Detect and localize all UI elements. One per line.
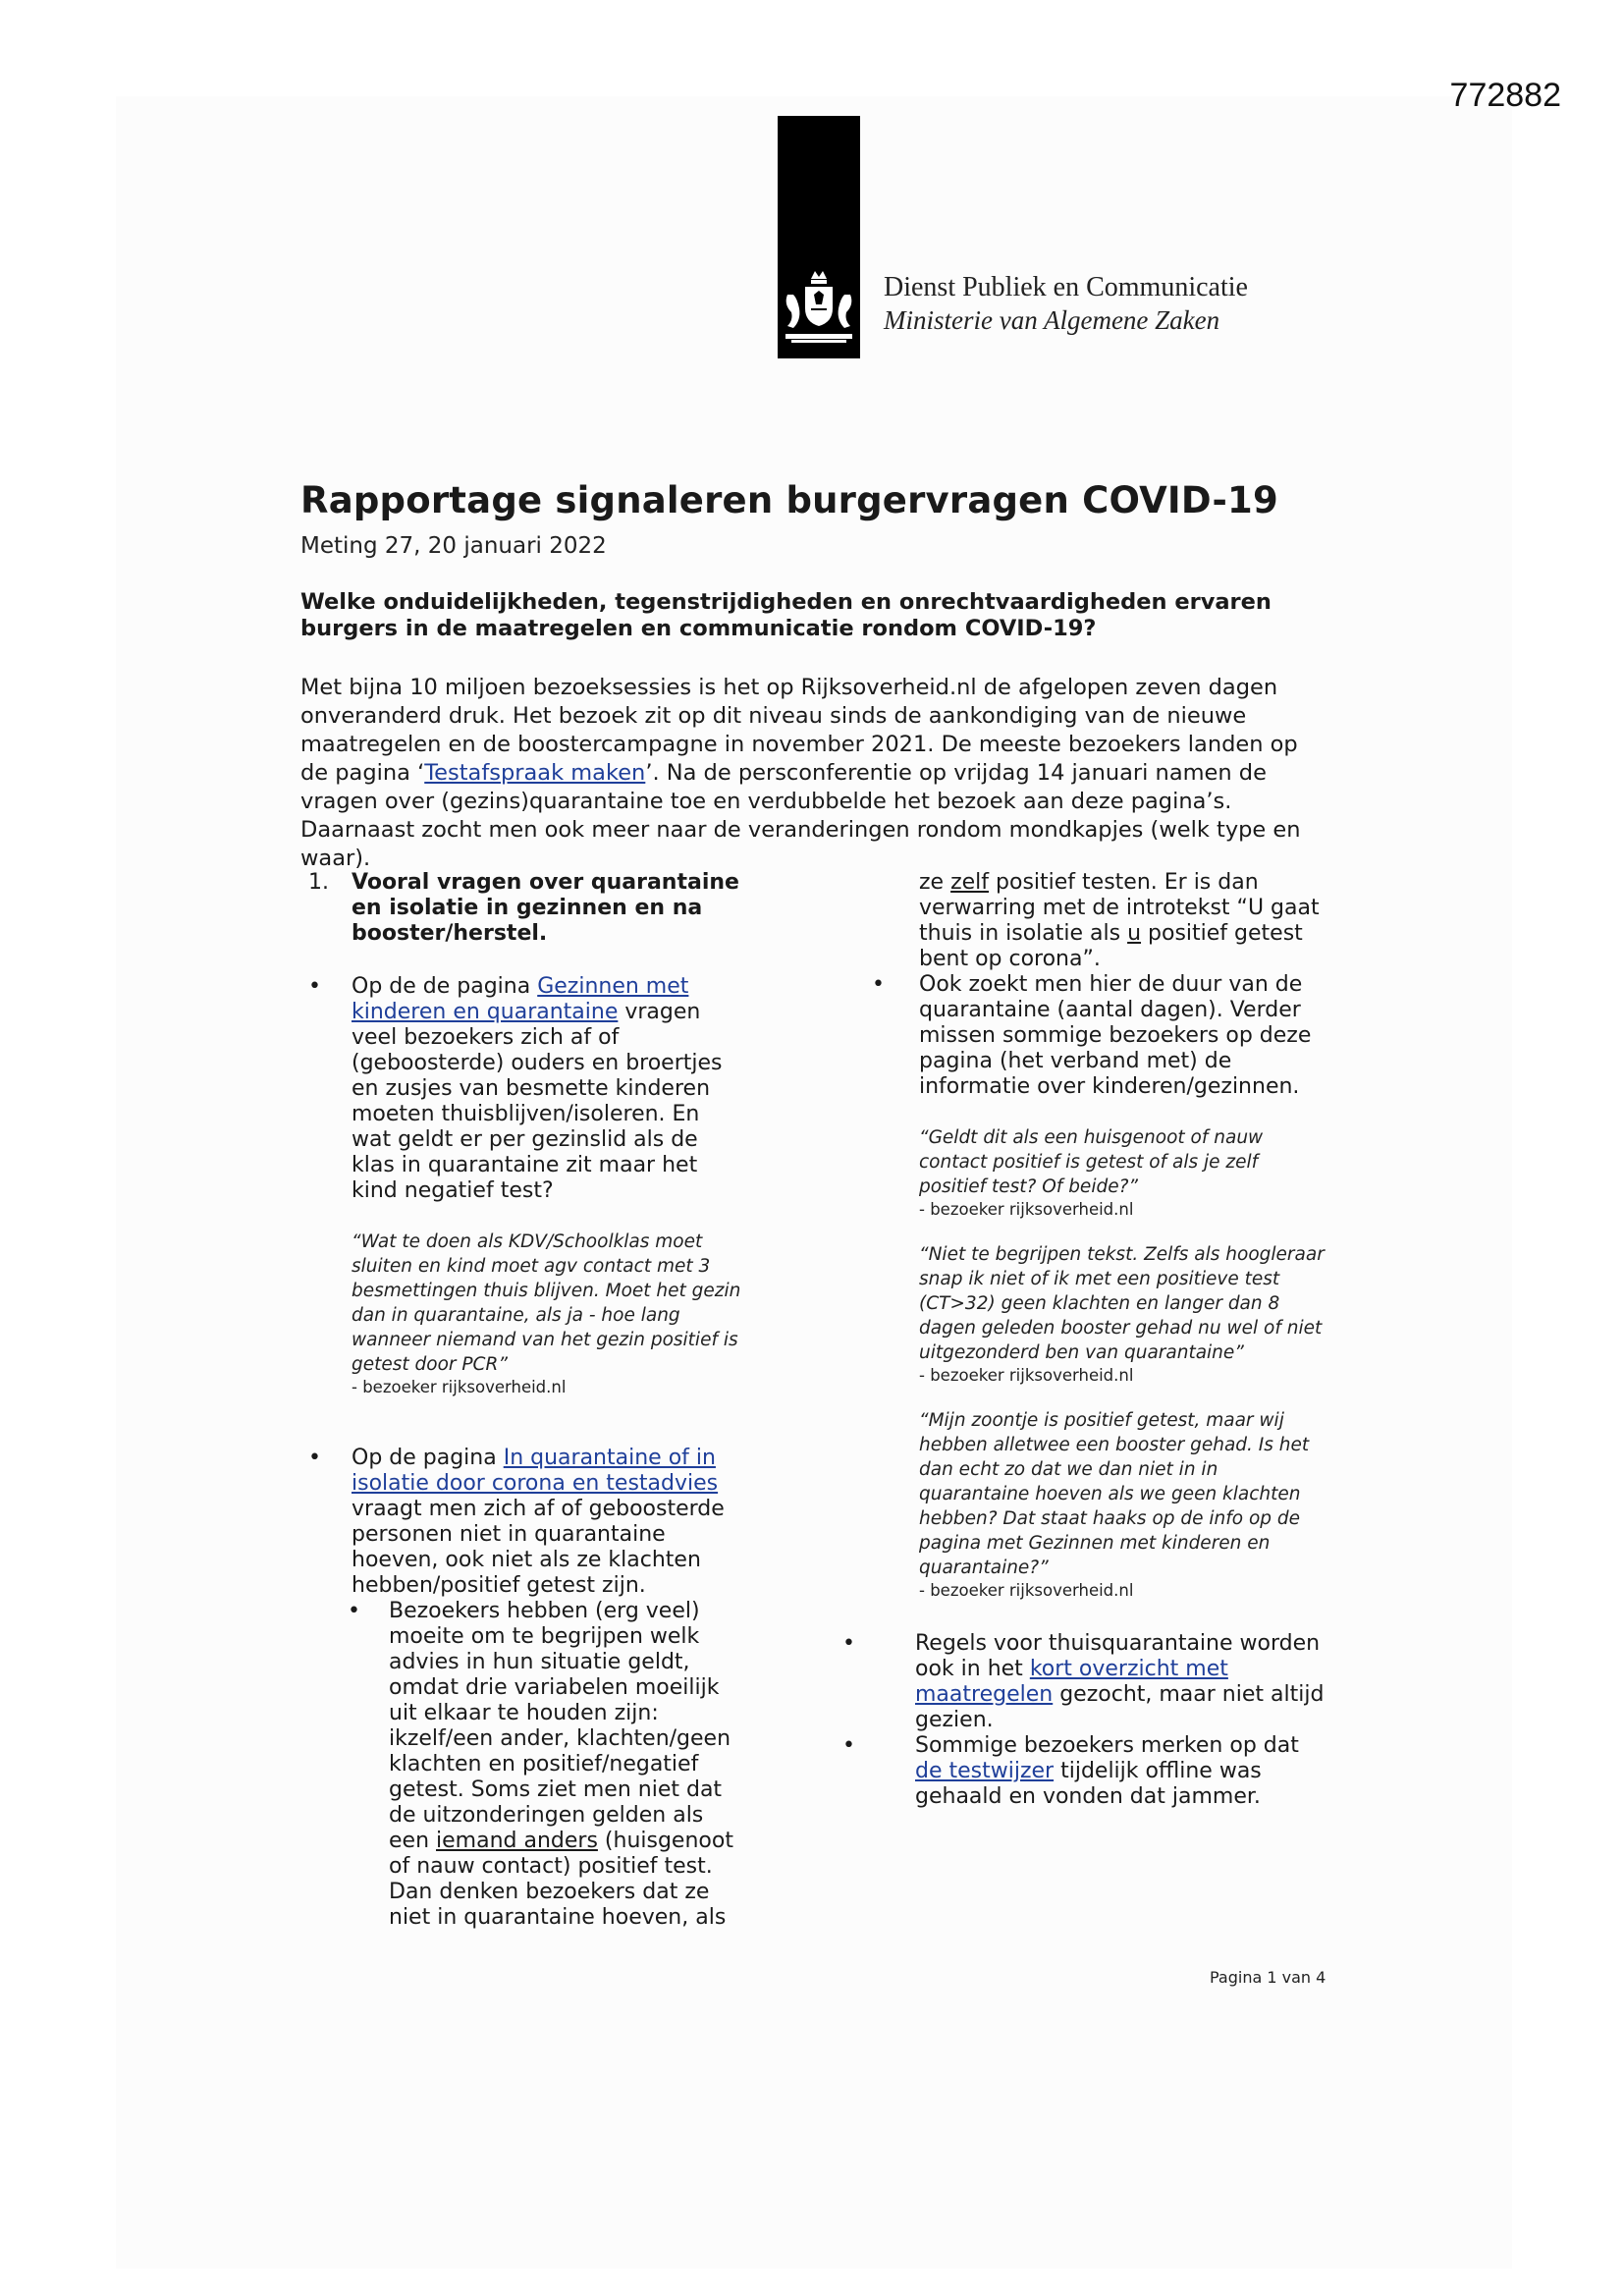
link-testafspraak-maken[interactable]: Testafspraak maken xyxy=(424,760,646,786)
report-date: Meting 27, 20 januari 2022 xyxy=(300,533,607,559)
link-quarantaine-isolatie[interactable]: In quarantaine of in isolatie door corona en testadvies xyxy=(352,1446,719,1496)
section-heading xyxy=(300,870,742,947)
bullet-icon: • xyxy=(872,972,885,997)
bullet-icon: • xyxy=(308,974,321,999)
link-testwijzer[interactable]: de testwijzer xyxy=(915,1759,1055,1783)
intro-text-2: ’. Na de persconferentie op vrijdag 14 januari namen de vragen over (gezins)quarantaine toe en verdubbelde het bezoek aan deze pagina’s. Daarnaast zocht men ook meer naar de veranderingen rondom mondkapjes (welk type en waar). xyxy=(300,760,1301,871)
left-column xyxy=(300,870,742,1931)
link-gezinnen-met-kinderen[interactable]: Gezinnen met kinderen en quarantaine xyxy=(352,974,689,1024)
list-item: • Sommige bezoekers merken op dat de testwijzer tijdelijk offline was gehaald en vonden dat jammer. xyxy=(842,1733,1299,1809)
intro-paragraph xyxy=(300,674,1322,873)
organisation-name xyxy=(884,271,1248,336)
right-column xyxy=(842,870,1326,1810)
org-line-2: Ministerie van Algemene Zaken xyxy=(884,305,1220,335)
visitor-quote: “Wat te doen als KDV/Schoolklas moet sluiten en kind moet agv contact met 3 besmettingen thuis blijven. Moet het gezin dan in quarantaine, als ja - hoe lang wanneer niemand van het gezin positief is getest door PCR” xyxy=(352,1231,741,1375)
visitor-quote: “Geldt dit als een huisgenoot of nauw contact positief is getest of als je zelf positief test? Of beide?” xyxy=(919,1127,1264,1197)
list-item: • Op de pagina In quarantaine of in isolatie door corona en testadvies vraagt men zich af of geboosterde personen niet in quarantaine hoeven, ook niet als ze klachten hebben/positief getest zijn. xyxy=(308,1446,725,1598)
bullet-icon: • xyxy=(348,1599,360,1623)
bullet-icon: • xyxy=(308,1446,321,1470)
continued-text: ze zelf positief testen. Er is dan verwarring met de introtekst “U gaat thuis in isolatie als u positief getest bent op corona”. xyxy=(919,870,1320,971)
page-title: Rapportage signaleren burgervragen COVID-19 xyxy=(300,479,1278,521)
underlined-text: zelf xyxy=(950,870,990,895)
intro-text-1: Met bijna 10 miljoen bezoeksessies is het op Rijksoverheid.nl de afgelopen zeven dagen onveranderd druk. Het bezoek zit op dit niveau sinds de aankondiging van de nieuwe maatregelen en de boostercampagne in november 2021. De meeste bezoekers landen op de pagina ‘ xyxy=(300,675,1298,786)
document-number: 772882 xyxy=(1449,77,1561,114)
section-number: 1. xyxy=(308,870,329,895)
list-item: • Ook zoekt men hier de duur van de quarantaine (aantal dagen). Verder missen sommige bezoekers op deze pagina (het verband met) de informatie over kinderen/gezinnen. xyxy=(872,972,1312,1099)
visitor-quote: “Niet te begrijpen tekst. Zelfs als hoogleraar snap ik niet of ik met een positieve test (CT>32) geen klachten en langer dan 8 dagen geleden booster gehad nu wel of niet uitgezonderd ben van quarantaine” xyxy=(919,1244,1325,1363)
link-kort-overzicht[interactable]: kort overzicht met maatregelen xyxy=(915,1657,1228,1707)
quote-source: - bezoeker rijksoverheid.nl xyxy=(352,1378,567,1396)
list-item: • Op de de pagina Gezinnen met kinderen en quarantaine vragen veel bezoekers zich af of (geboosterde) ouders en broertjes en zusjes van besmette kinderen moeten thuisblijven/isoleren. En wat geldt er per gezinslid als de klas in quarantaine zit maar het kind negatief test? xyxy=(308,974,723,1203)
visitor-quote: “Mijn zoontje is positief getest, maar wij hebben alletwee een booster gehad. Is het dan echt zo dat we dan niet in in quarantaine hoeven als we geen klachten hebben? Dat staat haaks op de info op de pagina met Gezinnen met kinderen en quarantaine?” xyxy=(919,1410,1310,1578)
rijksoverheid-logo xyxy=(778,116,860,358)
crest-icon xyxy=(782,265,856,354)
underlined-text: iemand anders xyxy=(436,1829,598,1853)
quote-source: - bezoeker rijksoverheid.nl xyxy=(919,1200,1134,1219)
page-number: Pagina 1 van 4 xyxy=(1210,1968,1326,1987)
sub-list-item: • Bezoekers hebben (erg veel) moeite om te begrijpen welk advies in hun situatie geldt, omdat drie variabelen moeilijk uit elkaar te houden zijn: ikzelf/een ander, klachten/geen klachten en positief/negatief getest. Soms ziet men niet dat de uitzonderingen gelden als een iemand anders (huisgenoot of nauw contact) positief test. Dan denken bezoekers dat ze niet in quarantaine hoeven, als xyxy=(348,1599,733,1930)
quote-source: - bezoeker rijksoverheid.nl xyxy=(919,1581,1134,1600)
underlined-text: u xyxy=(1127,921,1142,946)
list-item: • Regels voor thuisquarantaine worden ook in het kort overzicht met maatregelen gezocht, maar niet altijd gezien. xyxy=(842,1631,1325,1732)
research-question: Welke onduidelijkheden, tegenstrijdigheden en onrechtvaardigheden ervaren burgers in de maatregelen en communicatie rondom COVID-19? xyxy=(300,589,1272,641)
bullet-icon: • xyxy=(842,1631,855,1656)
section-heading-text: Vooral vragen over quarantaine en isolatie in gezinnen en na booster/herstel. xyxy=(352,870,739,946)
quote-source: - bezoeker rijksoverheid.nl xyxy=(919,1366,1134,1385)
org-line-1: Dienst Publiek en Communicatie xyxy=(884,272,1248,302)
bullet-icon: • xyxy=(842,1733,855,1758)
